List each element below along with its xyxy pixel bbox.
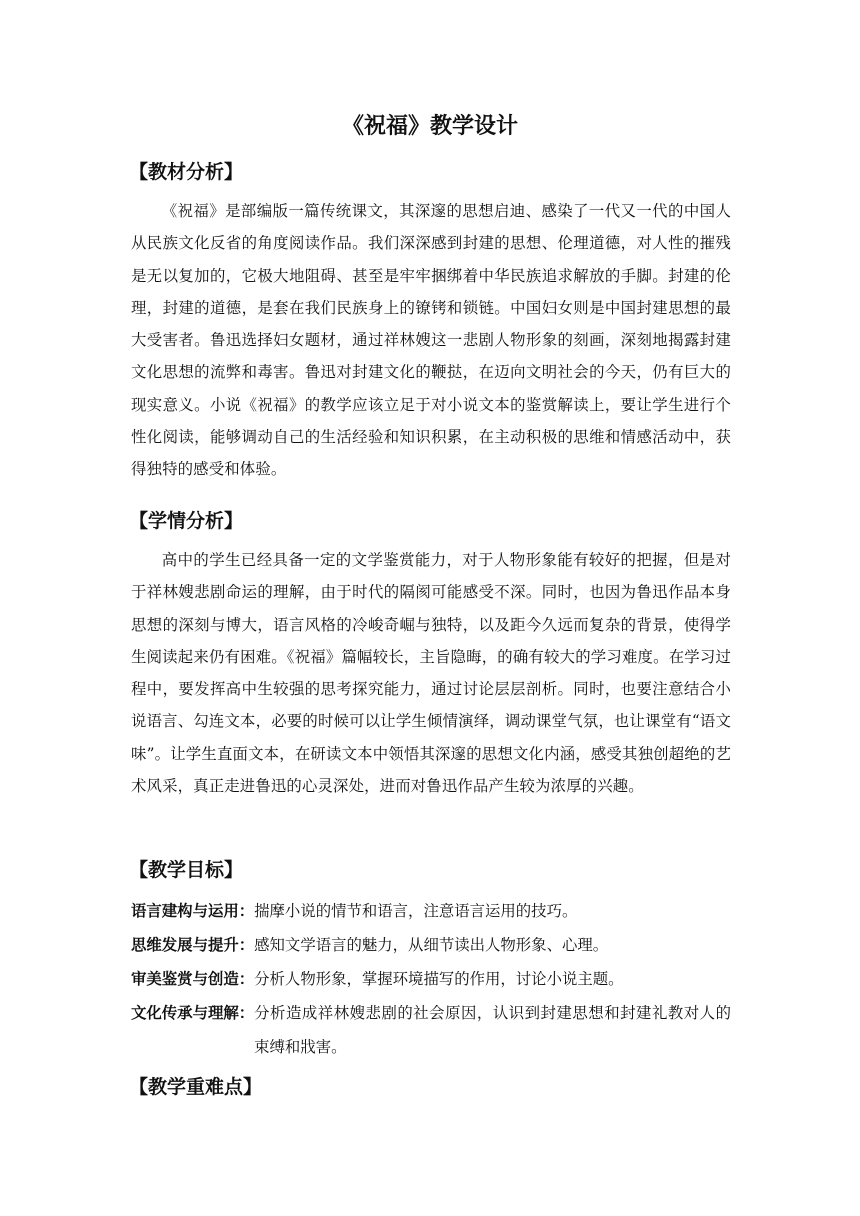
goal-text: 分析人物形象，掌握环境描写的作用，讨论小说主题。 — [254, 970, 624, 988]
goal-text: 感知文学语言的魅力，从细节读出人物形象、心理。 — [254, 936, 609, 954]
goal-label: 审美鉴赏与创造： — [131, 970, 255, 988]
paragraph-student-analysis: 高中的学生已经具备一定的文学鉴赏能力，对于人物形象能有较好的把握，但是对于祥林嫂悲剧命运的理解，由于时代的隔阂可能感受不深。同时，也因为鲁迅作品本身思想的深刻与博大，语言风格的冷峻奇崛与独特，以及距今久远而复杂的背景，使得学生阅读起来仍有困难。《祝福》篇幅较长，主旨隐晦，的确有较大的学习难度。在学习过程中，要发挥高中生较强的思考探究能力，通过讨论层层剖析。同时，也要注意结合小说语言、勾连文本，必要的时候可以让学生倾情演绎，调动课堂气氛，也让课堂有“语文味”。让学生直面文本，在研读文本中领悟其深邃的思想文化内涵，感受其独创超绝的艺术风采，真正走进鲁迅的心灵深处，进而对鲁迅作品产生较为浓厚的兴趣。 — [131, 551, 731, 796]
goal-label: 文化传承与理解： — [131, 1004, 255, 1022]
section-heading-key-points: 【教学重难点】 — [129, 1076, 263, 1098]
goal-item-culture — [131, 996, 731, 1064]
section-heading-teaching-goals: 【教学目标】 — [129, 859, 244, 881]
goal-item-aesthetics — [131, 962, 731, 996]
document-title: 《祝福》教学设计 — [341, 114, 518, 139]
goal-label: 思维发展与提升： — [131, 936, 255, 954]
goal-item-thinking — [131, 928, 731, 962]
goal-text: 揣摩小说的情节和语言，注意语言运用的技巧。 — [254, 902, 578, 920]
goal-label: 语言建构与运用： — [131, 902, 255, 920]
paragraph-textbook-analysis: 《祝福》是部编版一篇传统课文，其深邃的思想启迪、感染了一代又一代的中国人从民族文化反省的角度阅读作品。我们深深感到封建的思想、伦理道德，对人性的摧残是无以复加的，它极大地阻碍、甚至是牢牢捆绑着中华民族追求解放的手脚。封建的伦理，封建的道德，是套在我们民族身上的镣铐和锁链。中国妇女则是中国封建思想的最大受害者。鲁迅选择妇女题材，通过祥林嫂这一悲剧人物形象的刻画，深刻地揭露封建文化思想的流弊和毒害。鲁迅对封建文化的鞭挞，在迈向文明社会的今天，仍有巨大的现实意义。小说《祝福》的教学应该立足于对小说文本的鉴赏解读上，要让学生进行个性化阅读，能够调动自己的生活经验和知识积累，在主动积极的思维和情感活动中，获得独特的感受和体验。 — [131, 202, 731, 479]
goal-text: 分析造成祥林嫂悲剧的社会原因，认识到封建思想和封建礼教对人的束缚和戕害。 — [254, 1004, 731, 1056]
goal-item-language — [131, 894, 731, 928]
section-heading-student-analysis: 【学情分析】 — [129, 510, 244, 532]
section-heading-textbook-analysis: 【教材分析】 — [129, 161, 244, 183]
